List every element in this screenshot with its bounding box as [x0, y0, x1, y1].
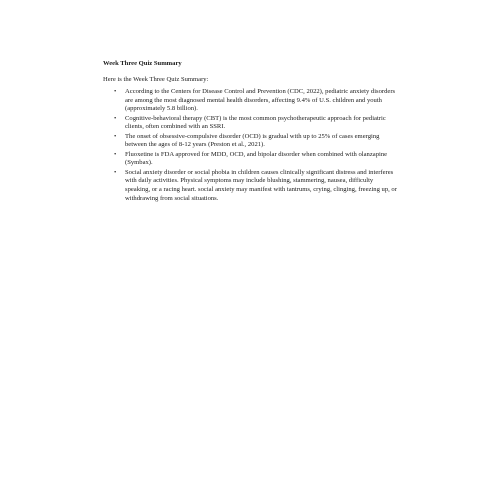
bullet-icon: • — [114, 88, 117, 95]
document-body — [103, 59, 403, 204]
list-item-text: Fluoxetine is FDA approved for MDD, OCD, and bipolar disorder when combined with olanzapine (Symbax). — [125, 150, 388, 167]
list-item — [114, 150, 397, 168]
list-item — [114, 132, 397, 150]
bullet-icon: • — [114, 132, 117, 140]
document-title: Week Three Quiz Summary — [103, 60, 182, 67]
list-item-text: According to the Centers for Disease Control and Prevention (CDC, 2022), pediatric anxiety disorders are among the most diagnosed mental health disorders, affecting 9.4% of U.S. children and youth (approximately 5.8 billion). — [125, 88, 396, 113]
list-item-text: The onset of obsessive-compulsive disorder (OCD) is gradual with up to 25% of cases emerging between the ages of 8-12 years (Preston et al., 2021). — [125, 132, 380, 149]
bullet-icon: • — [114, 168, 117, 176]
list-item — [114, 168, 397, 204]
list-item — [114, 114, 397, 132]
bullet-icon: • — [114, 114, 117, 122]
intro-paragraph: Here is the Week Three Quiz Summary: — [103, 76, 209, 83]
list-item-text: Cognitive-behavioral therapy (CBT) is the most common psychotherapeutic approach for pediatric clients, often combined with an SSRI. — [125, 114, 386, 131]
list-item-text: Social anxiety disorder or social phobia in children causes clinically significant distress and interferes with daily activities. Physical symptoms may include blushing, stammering, nausea, difficulty speaking, or a racing heart. social anxiety may manifest with tantrums, crying, clinging, freezing up, or withdrawing from social situations. — [125, 168, 397, 202]
summary-list — [103, 88, 403, 204]
list-item — [114, 88, 397, 114]
bullet-icon: • — [114, 150, 117, 158]
